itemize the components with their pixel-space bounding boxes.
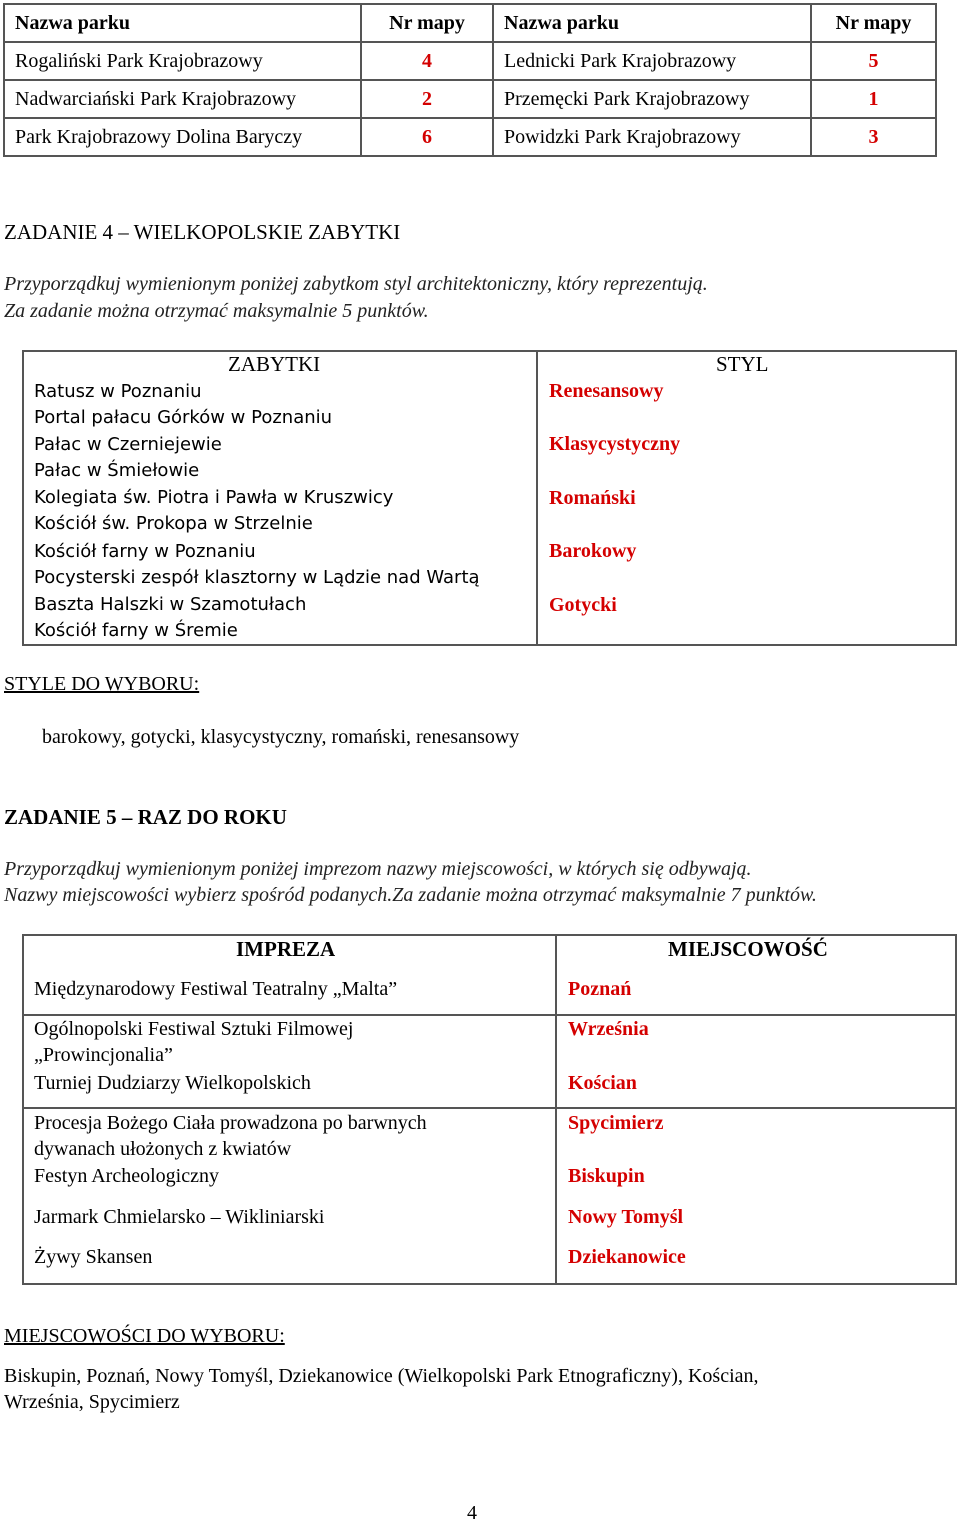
row-divider xyxy=(22,1107,957,1109)
map-number-cell: 4 xyxy=(361,42,493,80)
park-name-cell: Park Krajobrazowy Dolina Baryczy xyxy=(4,118,361,156)
row-divider xyxy=(22,1014,957,1016)
place-item: Poznań xyxy=(568,978,632,1000)
header-cell: Nazwa parku xyxy=(4,4,361,42)
map-number-cell: 5 xyxy=(811,42,936,80)
places-choices-label: MIEJSCOWOŚCI DO WYBORU: xyxy=(4,1325,285,1347)
event-item: Procesja Bożego Ciała prowadzona po barwnych xyxy=(34,1112,427,1134)
event-item: dywanach ułożonych z kwiatów xyxy=(34,1138,292,1160)
table-row xyxy=(4,118,936,156)
place-item: Nowy Tomyśl xyxy=(568,1206,684,1228)
column-divider xyxy=(536,350,538,646)
monument-item: Pałac w Czerniejewie xyxy=(34,434,222,455)
places-choices: Września, Spycimierz xyxy=(4,1391,180,1413)
park-name-cell: Przemęcki Park Krajobrazowy xyxy=(493,80,811,118)
map-number-cell: 1 xyxy=(811,80,936,118)
task4-instruction: Przyporządkuj wymienionym poniżej zabytkom styl architektoniczny, który reprezentują. xyxy=(4,273,708,295)
header-cell: Nr mapy xyxy=(361,4,493,42)
style-item: Barokowy xyxy=(549,540,637,562)
map-number-cell: 6 xyxy=(361,118,493,156)
places-choices: Biskupin, Poznań, Nowy Tomyśl, Dziekanowice (Wielkopolski Park Etnograficzny), Kościan, xyxy=(4,1365,759,1387)
parks-table xyxy=(3,3,937,157)
park-name-cell: Lednicki Park Krajobrazowy xyxy=(493,42,811,80)
monument-item: Pałac w Śmiełowie xyxy=(34,460,200,481)
styles-choices: barokowy, gotycki, klasycystyczny, romański, renesansowy xyxy=(42,726,520,748)
park-name-cell: Powidzki Park Krajobrazowy xyxy=(493,118,811,156)
monument-item: Ratusz w Poznaniu xyxy=(34,381,202,402)
monument-item: Kolegiata św. Piotra i Pawła w Kruszwicy xyxy=(34,487,394,508)
style-item: Gotycki xyxy=(549,594,617,616)
style-item: Klasycystyczny xyxy=(549,433,681,455)
header-cell: Nr mapy xyxy=(811,4,936,42)
map-number-cell: 3 xyxy=(811,118,936,156)
style-item: Renesansowy xyxy=(549,380,664,402)
task4-heading: ZADANIE 4 – WIELKOPOLSKIE ZABYTKI xyxy=(4,220,401,244)
event-item: „Prowincjonalia” xyxy=(34,1044,173,1066)
table-row xyxy=(4,42,936,80)
place-item: Kościan xyxy=(568,1072,637,1094)
park-name-cell: Rogaliński Park Krajobrazowy xyxy=(4,42,361,80)
styles-column-header: STYL xyxy=(716,352,769,376)
monument-item: Kościół św. Prokopa w Strzelnie xyxy=(34,513,313,534)
monument-item: Kościół farny w Śremie xyxy=(34,620,238,641)
park-name-cell: Nadwarciański Park Krajobrazowy xyxy=(4,80,361,118)
events-column-header: IMPREZA xyxy=(236,937,336,961)
place-item: Spycimierz xyxy=(568,1112,664,1134)
styles-choices-label: STYLE DO WYBORU: xyxy=(4,673,200,695)
parks-table-header xyxy=(4,4,936,42)
place-item: Dziekanowice xyxy=(568,1246,686,1268)
header-cell: Nazwa parku xyxy=(493,4,811,42)
page-number: 4 xyxy=(467,1502,477,1524)
monument-item: Portal pałacu Górków w Poznaniu xyxy=(34,407,333,428)
monuments-column-header: ZABYTKI xyxy=(228,352,321,376)
style-item: Romański xyxy=(549,487,636,509)
place-item: Biskupin xyxy=(568,1165,645,1187)
table-row xyxy=(4,80,936,118)
task5-heading: ZADANIE 5 – RAZ DO ROKU xyxy=(4,805,287,829)
event-item: Festyn Archeologiczny xyxy=(34,1165,219,1187)
monument-item: Pocysterski zespół klasztorny w Lądzie nad Wartą xyxy=(34,567,480,588)
place-item: Września xyxy=(568,1018,649,1040)
monument-item: Kościół farny w Poznaniu xyxy=(34,541,256,562)
places-column-header: MIEJSCOWOŚĆ xyxy=(668,937,828,961)
event-item: Żywy Skansen xyxy=(34,1246,153,1268)
event-item: Turniej Dudziarzy Wielkopolskich xyxy=(34,1072,311,1094)
map-number-cell: 2 xyxy=(361,80,493,118)
event-item: Międzynarodowy Festiwal Teatralny „Malta” xyxy=(34,978,398,1000)
task5-instruction: Nazwy miejscowości wybierz spośród podanych.Za zadanie można otrzymać maksymalnie 7 punktów. xyxy=(4,884,817,906)
task4-instruction: Za zadanie można otrzymać maksymalnie 5 punktów. xyxy=(4,300,429,322)
monument-item: Baszta Halszki w Szamotułach xyxy=(34,594,307,615)
column-divider xyxy=(555,934,557,1285)
task5-instruction: Przyporządkuj wymienionym poniżej imprezom nazwy miejscowości, w których się odbywają. xyxy=(4,858,752,880)
event-item: Ogólnopolski Festiwal Sztuki Filmowej xyxy=(34,1018,354,1040)
event-item: Jarmark Chmielarsko – Wikliniarski xyxy=(34,1206,325,1228)
